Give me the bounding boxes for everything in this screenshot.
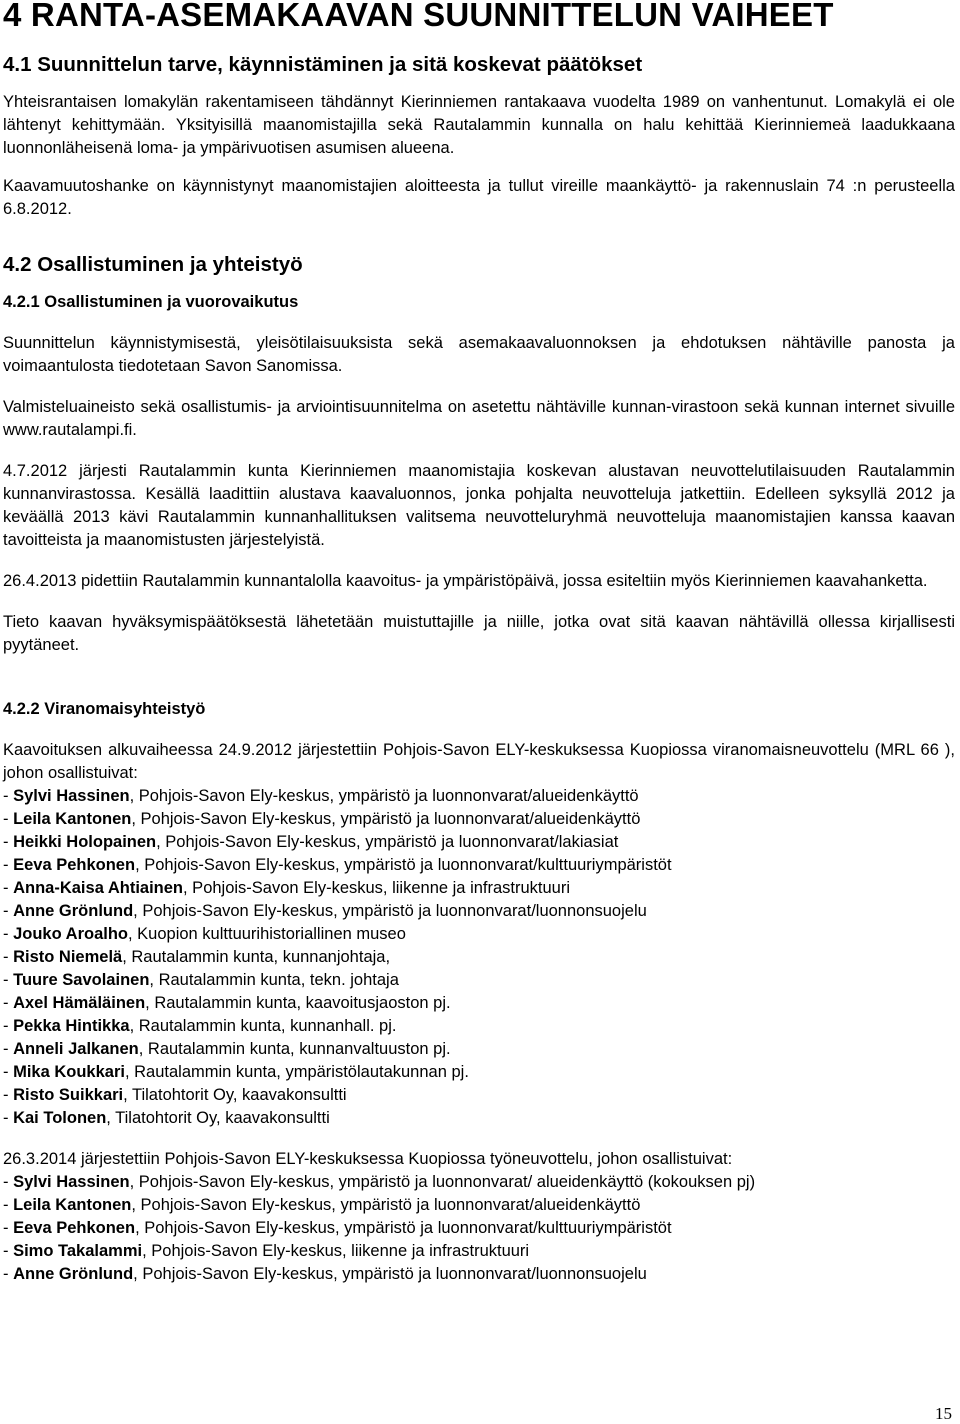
subsection-4-2-1-paragraph-5: Tieto kaavan hyväksymispäätöksestä lähetetään muistuttajille ja niille, jotka ovat sitä kaavan nähtävillä ollessa kirjallisesti pyytäneet.: [3, 613, 955, 654]
participant-item: - Sylvi Hassinen, Pohjois-Savon Ely-keskus, ympäristö ja luonnonvarat/ alueidenkäyttö (kokouksen pj): [3, 1173, 756, 1191]
participant-role: , Tilatohtorit Oy, kaavakonsultti: [106, 1109, 330, 1127]
meeting-1-intro: Kaavoituksen alkuvaiheessa 24.9.2012 järjestettiin Pohjois-Savon ELY-keskuksessa Kuopiossa viranomaisneuvottelu (MRL 66 ), johon osallistuivat:: [3, 741, 955, 782]
participant-name: Sylvi Hassinen: [13, 787, 130, 805]
participant-role: , Pohjois-Savon Ely-keskus, ympäristö ja luonnonvarat/kulttuuriympäristöt: [135, 856, 672, 874]
participant-item: - Mika Koukkari, Rautalammin kunta, ympäristölautakunnan pj.: [3, 1063, 469, 1081]
document-page: [3, 0, 955, 1286]
participant-name: Mika Koukkari: [13, 1063, 125, 1081]
participant-role: , Pohjois-Savon Ely-keskus, ympäristö ja luonnonvarat/alueidenkäyttö: [131, 810, 641, 828]
participant-item: - Leila Kantonen, Pohjois-Savon Ely-keskus, ympäristö ja luonnonvarat/alueidenkäyttö: [3, 1196, 641, 1214]
participant-item: - Jouko Aroalho, Kuopion kulttuurihistoriallinen museo: [3, 925, 406, 943]
participant-name: Anne Grönlund: [13, 902, 134, 920]
participant-role: , Pohjois-Savon Ely-keskus, ympäristö ja luonnonvarat/alueidenkäyttö: [131, 1196, 641, 1214]
participant-name: Anna-Kaisa Ahtiainen: [13, 879, 184, 897]
participant-name: Risto Niemelä: [13, 948, 123, 966]
meeting-2-participants: [3, 1171, 955, 1286]
participant-name: Pekka Hintikka: [13, 1017, 130, 1035]
subsection-4-2-1-paragraph-3: 4.7.2012 järjesti Rautalammin kunta Kierinniemen maanomistajia koskevan alustavan neuvottelutilaisuuden Rautalammin kunnanvirastossa. Kesällä laadittiin alustava kaavaluonnos, jonka pohjalta neuvotteluja jatkettiin. Edelleen syksyllä 2012 ja keväällä 2013 kävi Rautalammin kunnanhallituksen valitsema neuvotteluryhmä neuvotteluja maanomistajien kanssa kaavan tavoitteista ja maanomistusten järjestelyistä.: [3, 462, 955, 549]
participant-item: - Heikki Holopainen, Pohjois-Savon Ely-keskus, ympäristö ja luonnonvarat/lakiasiat: [3, 833, 619, 851]
participant-role: , Pohjois-Savon Ely-keskus, ympäristö ja luonnonvarat/luonnonsuojelu: [133, 1265, 647, 1283]
meeting-2-intro: 26.3.2014 järjestettiin Pohjois-Savon ELY-keskuksessa Kuopiossa työneuvottelu, johon osallistuivat:: [3, 1150, 733, 1168]
participant-name: Leila Kantonen: [13, 810, 132, 828]
participant-name: Eeva Pehkonen: [13, 1219, 136, 1237]
chapter-heading: 4 RANTA-ASEMAKAAVAN SUUNNITTELUN VAIHEET: [3, 0, 834, 33]
subsection-4-2-1-paragraph-1: Suunnittelun käynnistymisestä, yleisötilaisuuksista sekä asemakaavaluonnoksen ja ehdotuksen nähtäville panosta ja voimaantulosta tiedotetaan Savon Sanomissa.: [3, 334, 955, 375]
participant-name: Axel Hämäläinen: [13, 994, 146, 1012]
meeting-1-participants: [3, 785, 955, 1130]
section-4-1-heading: 4.1 Suunnittelun tarve, käynnistäminen ja sitä koskevat päätökset: [3, 53, 643, 76]
participant-role: , Pohjois-Savon Ely-keskus, ympäristö ja luonnonvarat/alueidenkäyttö: [129, 787, 639, 805]
subsection-4-2-2-heading: 4.2.2 Viranomaisyhteistyö: [3, 700, 206, 718]
participant-name: Eeva Pehkonen: [13, 856, 136, 874]
participant-role: , Pohjois-Savon Ely-keskus, ympäristö ja luonnonvarat/ alueidenkäyttö (kokouksen pj): [129, 1173, 756, 1191]
participant-item: - Anna-Kaisa Ahtiainen, Pohjois-Savon Ely-keskus, liikenne ja infrastruktuuri: [3, 879, 571, 897]
participant-name: Heikki Holopainen: [13, 833, 157, 851]
participant-item: - Eeva Pehkonen, Pohjois-Savon Ely-keskus, ympäristö ja luonnonvarat/kulttuuriympäristöt: [3, 1219, 672, 1237]
participant-role: , Rautalammin kunta, kunnanjohtaja,: [122, 948, 391, 966]
subsection-4-2-1-heading: 4.2.1 Osallistuminen ja vuorovaikutus: [3, 293, 299, 311]
participant-item: - Leila Kantonen, Pohjois-Savon Ely-keskus, ympäristö ja luonnonvarat/alueidenkäyttö: [3, 810, 641, 828]
participant-role: , Pohjois-Savon Ely-keskus, ympäristö ja luonnonvarat/kulttuuriympäristöt: [135, 1219, 672, 1237]
participant-role: , Pohjois-Savon Ely-keskus, liikenne ja infrastruktuuri: [142, 1242, 530, 1260]
participant-item: - Risto Suikkari, Tilatohtorit Oy, kaavakonsultti: [3, 1086, 347, 1104]
participant-name: Anneli Jalkanen: [13, 1040, 139, 1058]
participant-role: , Rautalammin kunta, kaavoitusjaoston pj.: [145, 994, 451, 1012]
participant-name: Kai Tolonen: [13, 1109, 107, 1127]
participant-item: - Anneli Jalkanen, Rautalammin kunta, kunnanvaltuuston pj.: [3, 1040, 451, 1058]
participant-role: , Rautalammin kunta, tekn. johtaja: [149, 971, 399, 989]
participant-role: , Rautalammin kunta, kunnanhall. pj.: [129, 1017, 397, 1035]
section-4-1-paragraph-2: Kaavamuutoshanke on käynnistynyt maanomistajien aloitteesta ja tullut vireille maankäyttö- ja rakennuslain 74 :n perusteella 6.8.2012.: [3, 177, 955, 218]
section-4-1-paragraph-1: Yhteisrantaisen lomakylän rakentamiseen tähdännyt Kierinniemen rantakaava vuodelta 1989 on vanhentunut. Lomakylä ei ole lähtenyt kehittymään. Yksityisillä maanomistajilla sekä Rautalammin kunnalla on halu kehittää Kierinniemeä laadukkaana luonnonläheisenä loma- ja ympärivuotisen asumisen alueena.: [3, 93, 955, 157]
participant-role: , Pohjois-Savon Ely-keskus, ympäristö ja luonnonvarat/luonnonsuojelu: [133, 902, 647, 920]
participant-name: Anne Grönlund: [13, 1265, 134, 1283]
subsection-4-2-1-paragraph-4: 26.4.2013 pidettiin Rautalammin kunnantalolla kaavoitus- ja ympäristöpäivä, jossa esiteltiin myös Kierinniemen kaavahanketta.: [3, 572, 928, 590]
participant-role: , Rautalammin kunta, kunnanvaltuuston pj.: [138, 1040, 451, 1058]
participant-item: - Anne Grönlund, Pohjois-Savon Ely-keskus, ympäristö ja luonnonvarat/luonnonsuojelu: [3, 902, 647, 920]
participant-item: - Anne Grönlund, Pohjois-Savon Ely-keskus, ympäristö ja luonnonvarat/luonnonsuojelu: [3, 1265, 647, 1283]
page-number: 15: [935, 1404, 952, 1423]
participant-role: , Pohjois-Savon Ely-keskus, liikenne ja infrastruktuuri: [183, 879, 571, 897]
participant-name: Risto Suikkari: [13, 1086, 124, 1104]
participant-item: - Sylvi Hassinen, Pohjois-Savon Ely-keskus, ympäristö ja luonnonvarat/alueidenkäyttö: [3, 787, 639, 805]
subsection-4-2-1-paragraph-2: Valmisteluaineisto sekä osallistumis- ja arviointisuunnitelma on asetettu nähtäville kunnan-virastoon sekä kunnan internet sivuille www.rautalampi.fi.: [3, 398, 955, 439]
participant-item: - Eeva Pehkonen, Pohjois-Savon Ely-keskus, ympäristö ja luonnonvarat/kulttuuriympäristöt: [3, 856, 672, 874]
participant-role: , Kuopion kulttuurihistoriallinen museo: [128, 925, 406, 943]
participant-name: Leila Kantonen: [13, 1196, 132, 1214]
participant-name: Jouko Aroalho: [13, 925, 128, 943]
participant-item: - Tuure Savolainen, Rautalammin kunta, tekn. johtaja: [3, 971, 399, 989]
section-4-2-heading: 4.2 Osallistuminen ja yhteistyö: [3, 253, 303, 276]
participant-item: - Risto Niemelä, Rautalammin kunta, kunnanjohtaja,: [3, 948, 391, 966]
participant-role: , Pohjois-Savon Ely-keskus, ympäristö ja luonnonvarat/lakiasiat: [156, 833, 619, 851]
participant-item: - Simo Takalammi, Pohjois-Savon Ely-keskus, liikenne ja infrastruktuuri: [3, 1242, 530, 1260]
participant-name: Tuure Savolainen: [13, 971, 150, 989]
participant-item: - Pekka Hintikka, Rautalammin kunta, kunnanhall. pj.: [3, 1017, 397, 1035]
participant-item: - Kai Tolonen, Tilatohtorit Oy, kaavakonsultti: [3, 1109, 330, 1127]
participant-role: , Rautalammin kunta, ympäristölautakunnan pj.: [124, 1063, 469, 1081]
participant-name: Sylvi Hassinen: [13, 1173, 130, 1191]
participant-name: Simo Takalammi: [13, 1242, 143, 1260]
participant-item: - Axel Hämäläinen, Rautalammin kunta, kaavoitusjaoston pj.: [3, 994, 451, 1012]
participant-role: , Tilatohtorit Oy, kaavakonsultti: [123, 1086, 347, 1104]
